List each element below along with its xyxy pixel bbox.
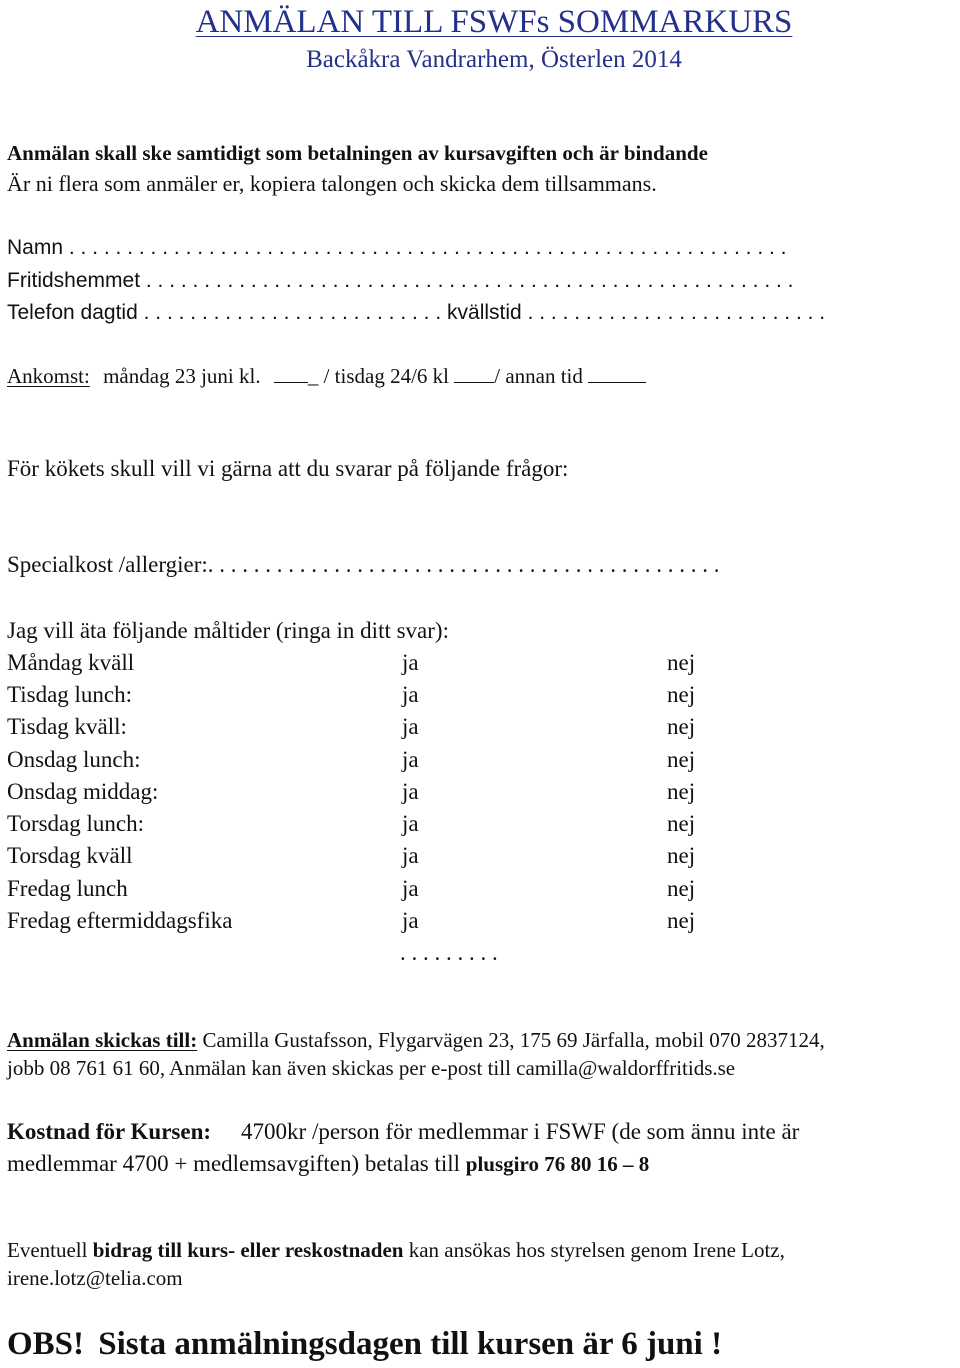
meal-no-option[interactable]: nej bbox=[667, 747, 696, 772]
meal-label: Onsdag middag: bbox=[7, 779, 159, 804]
meal-yes-option[interactable]: ja bbox=[402, 714, 419, 739]
arrival-label: Ankomst: bbox=[7, 364, 90, 388]
meal-no-option[interactable]: nej bbox=[667, 908, 696, 933]
plusgiro-number: plusgiro 76 80 16 – 8 bbox=[465, 1152, 650, 1176]
phone-evening-label: kvällstid bbox=[447, 301, 522, 324]
arrival-monday: måndag 23 juni kl. bbox=[103, 364, 261, 388]
deadline-text: Sista anmälningsdagen till kursen är 6 juni ! bbox=[98, 1326, 723, 1362]
send-to-label: Anmälan skickas till: bbox=[7, 1028, 198, 1052]
send-to-line-1 bbox=[7, 1028, 825, 1053]
send-to-line-2: jobb 08 761 61 60, Anmälan kan även skickas per e-post till camilla@waldorffritids.se bbox=[7, 1056, 736, 1080]
school-field bbox=[7, 269, 794, 293]
meal-label: Tisdag lunch: bbox=[7, 682, 133, 707]
special-diet-label: Specialkost /allergier: bbox=[7, 552, 208, 577]
cost-line-2 bbox=[7, 1151, 649, 1177]
tuesday-time-blank bbox=[454, 381, 494, 383]
special-diet-dots: . . . . . . . . . . . . . . . . . . . . . . . . . . . . . . . . . . . . . . . . . . . . . bbox=[207, 552, 720, 577]
page-subtitle: Backåkra Vandrarhem, Österlen 2014 bbox=[306, 46, 682, 73]
cost-line-1 bbox=[7, 1119, 799, 1145]
meal-yes-option[interactable]: ja bbox=[402, 650, 419, 675]
grant-suffix: kan ansökas hos styrelsen genom Irene Lotz, bbox=[403, 1238, 785, 1262]
binding-notice: Anmälan skall ske samtidigt som betalningen av kursavgiften och är bindande bbox=[7, 141, 708, 165]
cost-label: Kostnad för Kursen: bbox=[7, 1119, 212, 1144]
meal-no-option[interactable]: nej bbox=[667, 714, 696, 739]
kitchen-note: För kökets skull vill vi gärna att du svarar på följande frågor: bbox=[7, 456, 569, 481]
meal-yes-option[interactable]: ja bbox=[402, 682, 419, 707]
cost-terms: medlemmar 4700 + medlemsavgiften) betalas till bbox=[7, 1151, 466, 1176]
other-time-blank bbox=[588, 381, 646, 383]
meal-no-option[interactable]: nej bbox=[667, 843, 696, 868]
meals-heading: Jag vill äta följande måltider (ringa in ditt svar): bbox=[7, 618, 449, 643]
name-field bbox=[7, 236, 787, 260]
grant-email: irene.lotz@telia.com bbox=[7, 1266, 183, 1290]
meals-trailing-dots: . . . . . . . . . bbox=[400, 940, 498, 965]
send-to-address: Camilla Gustafsson, Flygarvägen 23, 175 69 Järfalla, mobil 070 2837124, bbox=[197, 1028, 825, 1052]
meal-no-option[interactable]: nej bbox=[667, 811, 696, 836]
meal-yes-option[interactable]: ja bbox=[402, 811, 419, 836]
meal-no-option[interactable]: nej bbox=[667, 779, 696, 804]
meal-label: Torsdag lunch: bbox=[7, 811, 145, 836]
meal-no-option[interactable]: nej bbox=[667, 650, 696, 675]
school-label: Fritidshemmet bbox=[7, 269, 141, 292]
meal-label: Fredag eftermiddagsfika bbox=[7, 908, 233, 933]
meal-label: Torsdag kväll bbox=[7, 843, 133, 868]
name-dots: . . . . . . . . . . . . . . . . . . . . . . . . . . . . . . . . . . . . . . . . . . . . . . . . . . . . . . . . . . . . . . bbox=[68, 236, 787, 259]
page-title: ANMÄLAN TILL FSWFs SOMMARKURS bbox=[195, 4, 793, 40]
meal-yes-option[interactable]: ja bbox=[402, 876, 419, 901]
school-dots: . . . . . . . . . . . . . . . . . . . . . . . . . . . . . . . . . . . . . . . . . . . . . . . . . . . . . . . . bbox=[145, 269, 794, 292]
grant-bold: bidrag till kurs- eller reskostnaden bbox=[92, 1238, 404, 1262]
phone-field bbox=[7, 301, 825, 325]
meal-no-option[interactable]: nej bbox=[667, 682, 696, 707]
phone-day-dots: . . . . . . . . . . . . . . . . . . . . . . . . . . bbox=[143, 301, 442, 324]
meal-no-option[interactable]: nej bbox=[667, 876, 696, 901]
special-diet-field bbox=[7, 552, 720, 578]
meal-label: Tisdag kväll: bbox=[7, 714, 127, 739]
copy-instruction: Är ni flera som anmäler er, kopiera talongen och skicka dem tillsammans. bbox=[7, 171, 657, 196]
phone-day-label: Telefon dagtid bbox=[7, 301, 138, 324]
obs-label: OBS! bbox=[7, 1326, 85, 1362]
meal-yes-option[interactable]: ja bbox=[402, 779, 419, 804]
meal-yes-option[interactable]: ja bbox=[402, 843, 419, 868]
arrival-underscore: _ bbox=[307, 364, 319, 388]
meal-yes-option[interactable]: ja bbox=[402, 908, 419, 933]
arrival-other: / annan tid bbox=[494, 364, 583, 388]
arrival-row bbox=[7, 364, 646, 389]
grant-line-1 bbox=[7, 1238, 785, 1263]
grant-prefix: Eventuell bbox=[7, 1238, 93, 1262]
meal-yes-option[interactable]: ja bbox=[402, 747, 419, 772]
meal-label: Fredag lunch bbox=[7, 876, 128, 901]
cost-price: 4700kr /person för medlemmar i FSWF (de som ännu inte är bbox=[241, 1119, 800, 1144]
monday-time-blank bbox=[274, 381, 308, 383]
meal-label: Onsdag lunch: bbox=[7, 747, 141, 772]
arrival-tuesday: / tisdag 24/6 kl bbox=[318, 364, 449, 388]
phone-evening-dots: . . . . . . . . . . . . . . . . . . . . . . . . . . bbox=[527, 301, 826, 324]
name-label: Namn bbox=[7, 236, 64, 259]
meal-label: Måndag kväll bbox=[7, 650, 135, 675]
deadline-notice bbox=[7, 1326, 722, 1363]
